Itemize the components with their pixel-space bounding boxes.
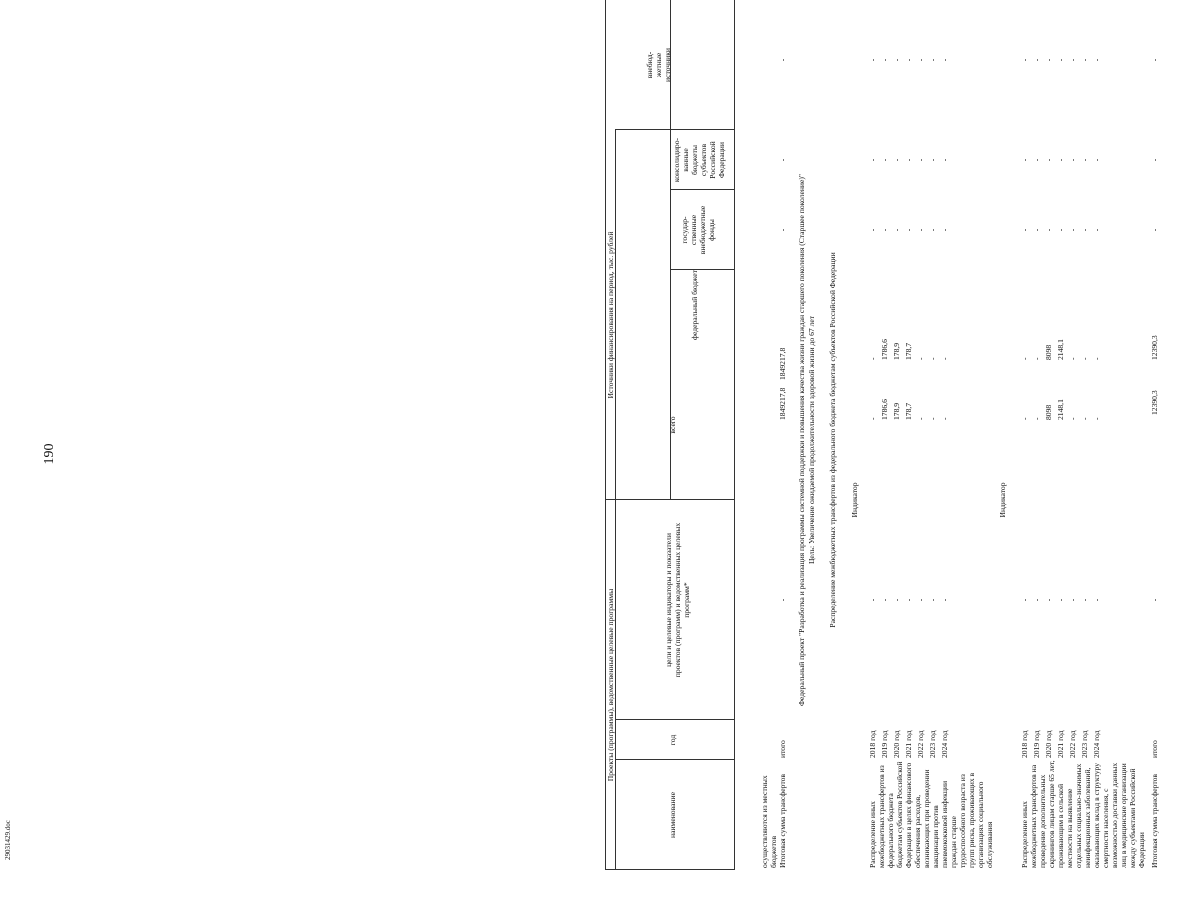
- table-cell-year: 2019 год: [1032, 730, 1041, 758]
- col-header-name: наименование: [668, 792, 677, 838]
- table-cell-goals: -: [904, 598, 913, 602]
- table-cell-state: -: [916, 228, 925, 232]
- table-cell-state: -: [880, 228, 889, 232]
- footer-docname: 29031429.doc: [4, 820, 12, 860]
- block1-indicator: Индикатор: [850, 482, 859, 518]
- table-cell-goals: -: [1092, 598, 1101, 602]
- table-cell-consolidated: -: [940, 158, 949, 162]
- table-cell-consolidated: -: [1020, 158, 1029, 162]
- table-cell-offbudget: -: [1092, 58, 1101, 62]
- col-header-state-funds: государ- ственные внебюджетные фонды: [680, 205, 716, 255]
- table-cell-total: 2148,1: [1056, 399, 1065, 420]
- block2-name: Распределение иных межбюджетных трансфертов на проведение дополнительных скринингов лицам старше 65 лет, проживающим в сельской местности на выявление отдельных социально-значимых неинфекционных заболеваний, оказывающих вклад в структуру смертности населения, с возможностью доставки данных лиц в медицинские организации между субъектами Российской Федерации: [1020, 760, 1146, 868]
- table-cell-total: 178,9: [892, 402, 901, 420]
- table-cell-total: 1786,6: [880, 399, 889, 420]
- itog2-goals: -: [1150, 598, 1159, 602]
- table-cell-consolidated: -: [904, 158, 913, 162]
- section-title: Распределение межбюджетных трансфертов из федерального бюджета бюджетам субъектов Российской Федерации: [828, 252, 837, 628]
- table-cell-offbudget: -: [1080, 58, 1089, 62]
- table-cell-goals: -: [880, 598, 889, 602]
- itog1-year: итого: [778, 740, 787, 758]
- itog2-offbudget: -: [1150, 58, 1159, 62]
- table-cell-year: 2022 год: [1068, 730, 1077, 758]
- table-cell-federal: -: [868, 357, 877, 360]
- table-cell-total: -: [940, 417, 949, 420]
- table-cell-year: 2021 год: [904, 730, 913, 758]
- table-cell-offbudget: -: [1044, 58, 1053, 62]
- table-cell-offbudget: -: [1032, 58, 1041, 62]
- block1-name: Распределение иных межбюджетных трансфертов из федерального бюджета бюджетам субъектов Российской Федерации в целях финансового обеспечения расходов, возникающих при проведении вакцинации против пневмококковой инфекции граждан старше трудоспособного возраста из групп риска, проживающих в организациях социального обслуживания: [868, 761, 994, 868]
- table-cell-goals: -: [1032, 598, 1041, 602]
- table-cell-total: 8098: [1044, 404, 1053, 420]
- table-cell-state: -: [928, 228, 937, 232]
- itog2-state: -: [1150, 228, 1159, 232]
- table-cell-state: -: [1056, 228, 1065, 232]
- table-cell-total: -: [1020, 417, 1029, 420]
- table-cell-federal: -: [1092, 357, 1101, 360]
- table-cell-year: 2021 год: [1056, 730, 1065, 758]
- table-cell-consolidated: -: [892, 158, 901, 162]
- table-cell-offbudget: -: [880, 58, 889, 62]
- col-header-total: всего: [668, 416, 677, 434]
- table-cell-goals: -: [1044, 598, 1053, 602]
- table-cell-year: 2019 год: [880, 730, 889, 758]
- table-cell-federal: -: [940, 357, 949, 360]
- table-cell-offbudget: -: [916, 58, 925, 62]
- table-cell-consolidated: -: [1056, 158, 1065, 162]
- table-cell-total: -: [1080, 417, 1089, 420]
- table-cell-total: -: [1068, 417, 1077, 420]
- table-cell-federal: 178,7: [904, 342, 913, 360]
- table-cell-total: -: [868, 417, 877, 420]
- itog2-federal: 12390,3: [1150, 335, 1159, 360]
- itog1-offbudget: -: [778, 58, 787, 62]
- table-cell-goals: -: [892, 598, 901, 602]
- table-cell-state: -: [1044, 228, 1053, 232]
- table-cell-federal: 2148,1: [1056, 339, 1065, 360]
- sources-group-header: Источники финансирования на период, тыс. рублей: [606, 231, 615, 399]
- table-cell-offbudget: -: [868, 58, 877, 62]
- table-cell-state: -: [1020, 228, 1029, 232]
- table-cell-goals: -: [940, 598, 949, 602]
- col-header-federal: федеральный бюджет: [690, 270, 699, 340]
- table-cell-federal: -: [1032, 357, 1041, 360]
- itog2-consolidated: -: [1150, 158, 1159, 162]
- table-cell-consolidated: -: [868, 158, 877, 162]
- table-cell-year: 2023 год: [1080, 730, 1089, 758]
- table-cell-federal: -: [1080, 357, 1089, 360]
- itog1-state: -: [778, 228, 787, 232]
- col-header-offbudget: внебюд- жетные источники: [645, 48, 672, 82]
- table-cell-total: -: [1032, 417, 1041, 420]
- table-cell-offbudget: -: [940, 58, 949, 62]
- table-cell-year: 2024 год: [1092, 730, 1101, 758]
- table-cell-consolidated: -: [880, 158, 889, 162]
- table-cell-state: -: [892, 228, 901, 232]
- table-cell-offbudget: -: [1020, 58, 1029, 62]
- table-cell-year: 2020 год: [892, 730, 901, 758]
- table-cell-goals: -: [916, 598, 925, 602]
- itog2-year: итого: [1150, 740, 1159, 758]
- table-cell-state: -: [1068, 228, 1077, 232]
- table-cell-year: 2022 год: [916, 730, 925, 758]
- table-cell-year: 2023 год: [928, 730, 937, 758]
- table-cell-goals: -: [1020, 598, 1029, 602]
- col-header-goals: цели и целевые индикаторы и показатели проектов (программ) и ведомственных целевых программ*: [664, 522, 691, 678]
- itog1-total: 1849217,8: [778, 387, 787, 420]
- table-cell-total: -: [916, 417, 925, 420]
- table-cell-state: -: [1080, 228, 1089, 232]
- table-cell-federal: -: [916, 357, 925, 360]
- itog1-goals: -: [778, 598, 787, 602]
- top-continuation: осуществляются из местных бюджетов: [760, 775, 778, 868]
- table-cell-offbudget: -: [904, 58, 913, 62]
- table-cell-offbudget: -: [892, 58, 901, 62]
- itog1-federal: 1849217,8: [778, 347, 787, 380]
- itog1-name: Итоговая сумма трансфертов: [778, 774, 787, 868]
- table-cell-offbudget: -: [1056, 58, 1065, 62]
- table-cell-offbudget: -: [1068, 58, 1077, 62]
- table-cell-goals: -: [868, 598, 877, 602]
- table-cell-total: 178,7: [904, 402, 913, 420]
- table-cell-federal: 8098: [1044, 344, 1053, 360]
- table-cell-year: 2020 год: [1044, 730, 1053, 758]
- project-title: Федеральный проект "Разработка и реализация программы системной поддержки и повышения качества жизни граждан старшего поколения (Старшее поколение)": [797, 174, 806, 706]
- projects-group-header: Проекты (программы), ведомственные целевые программы: [606, 588, 615, 782]
- table-cell-consolidated: -: [1032, 158, 1041, 162]
- table-cell-year: 2024 год: [940, 730, 949, 758]
- table-cell-consolidated: -: [928, 158, 937, 162]
- table-cell-goals: -: [928, 598, 937, 602]
- project-goal: Цель: Увеличение ожидаемой продолжительности здоровой жизни до 67 лет: [807, 315, 816, 565]
- table-cell-federal: -: [1068, 357, 1077, 360]
- col-header-consolidated: консолидиро- ванные бюджеты субъектов Российской Федерации: [672, 137, 726, 183]
- table-cell-goals: -: [1080, 598, 1089, 602]
- table-cell-federal: 1786,6: [880, 339, 889, 360]
- col-header-year: год: [668, 734, 677, 746]
- table-cell-goals: -: [1068, 598, 1077, 602]
- table-cell-consolidated: -: [1080, 158, 1089, 162]
- table-cell-federal: 178,9: [892, 342, 901, 360]
- table-cell-federal: -: [1020, 357, 1029, 360]
- block2-indicator: Индикатор: [998, 482, 1007, 518]
- page-number: 190: [42, 443, 57, 465]
- table-cell-state: -: [940, 228, 949, 232]
- itog2-total: 12390,3: [1150, 390, 1159, 415]
- table-cell-state: -: [1032, 228, 1041, 232]
- table-cell-consolidated: -: [1044, 158, 1053, 162]
- itog2-name: Итоговая сумма трансфертов: [1150, 774, 1159, 868]
- header-bottom-border: [734, 0, 735, 870]
- table-cell-state: -: [1092, 228, 1101, 232]
- rotated-table: [600, 0, 1200, 870]
- itog1-consolidated: -: [778, 158, 787, 162]
- table-cell-year: 2018 год: [1020, 730, 1029, 758]
- table-cell-consolidated: -: [916, 158, 925, 162]
- table-cell-state: -: [904, 228, 913, 232]
- table-cell-year: 2018 год: [868, 730, 877, 758]
- table-cell-state: -: [868, 228, 877, 232]
- table-cell-total: -: [928, 417, 937, 420]
- table-cell-offbudget: -: [928, 58, 937, 62]
- table-cell-consolidated: -: [1092, 158, 1101, 162]
- table-cell-consolidated: -: [1068, 158, 1077, 162]
- table-cell-federal: -: [928, 357, 937, 360]
- table-cell-total: -: [1092, 417, 1101, 420]
- table-cell-goals: -: [1056, 598, 1065, 602]
